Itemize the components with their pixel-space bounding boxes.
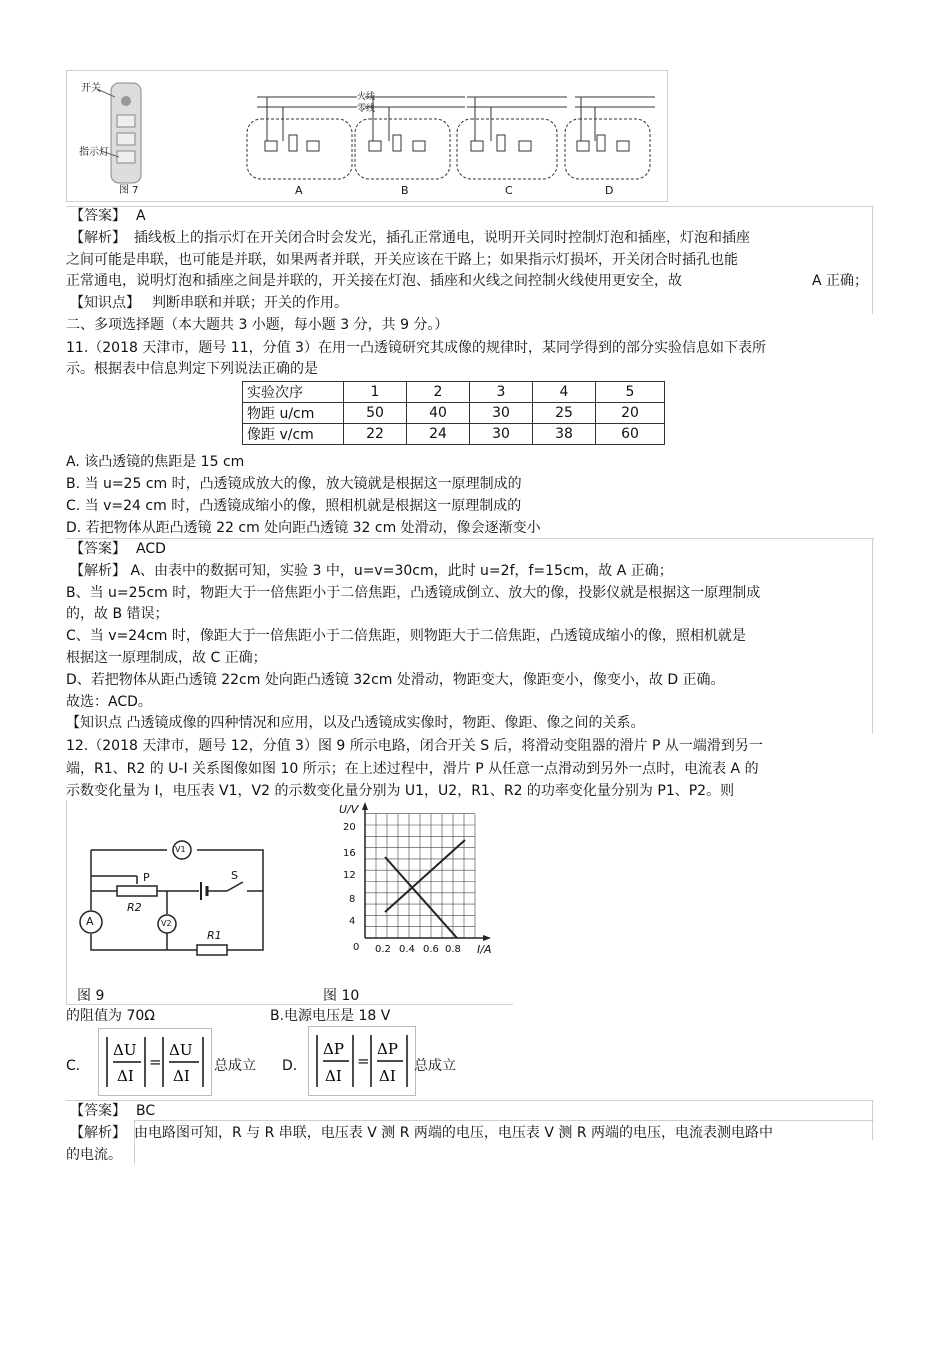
q12-answer: BC xyxy=(136,1103,156,1119)
figure-7-option-d: D xyxy=(605,184,614,197)
y-tick-16: 16 xyxy=(343,848,356,859)
table-cell: 4 xyxy=(533,382,596,403)
figure-9-10 xyxy=(66,800,513,1005)
svg-text:=: = xyxy=(149,1053,162,1071)
q12-stem-line-3: 示数变化量为 I，电压表 V1，V2 的示数变化量分别为 U1，U2，R1、R2 的功率变化量分别为 P1、P2。则 xyxy=(66,783,735,799)
graph-grid xyxy=(365,814,475,938)
table-cell: 20 xyxy=(596,403,665,424)
svg-text:ΔU: ΔU xyxy=(169,1041,193,1059)
table-cell: 50 xyxy=(344,403,407,424)
q10-top-rule xyxy=(66,206,874,207)
figure-7-neutral-a: 零线 xyxy=(357,104,376,114)
q11-option-c: C. 当 v=24 cm 时，凸透镜成缩小的像，照相机就是根据这一原理制成的 xyxy=(66,498,522,514)
q11-data-table xyxy=(242,381,665,445)
q11-answer: ACD xyxy=(136,541,166,557)
q12-option-c-tail: 总成立 xyxy=(214,1058,256,1074)
table-cell: 25 xyxy=(533,403,596,424)
formula-d-drawing xyxy=(309,1027,415,1095)
table-cell: 38 xyxy=(533,424,596,445)
table-cell: 3 xyxy=(470,382,533,403)
q12-analysis-rule xyxy=(134,1120,874,1121)
figure-7-option-c: C xyxy=(505,184,513,197)
figure-7 xyxy=(66,70,668,202)
y-arrow xyxy=(362,802,368,810)
q11-option-d: D. 若把物体从距凸透镜 22 cm 处向距凸透镜 32 cm 处滑动，像会逐渐变小 xyxy=(66,520,541,536)
table-cell: 60 xyxy=(596,424,665,445)
figure-7-caption: 图 7 xyxy=(119,185,139,196)
table-row xyxy=(243,424,665,445)
figure-7-indicator-label: 指示灯 xyxy=(79,147,109,158)
q12-stem-line-2: 端，R1、R2 的 U-I 关系图像如图 10 所示；在上述过程中，滑片 P 从任意一点滑动到另外一点时，电流表 A 的 xyxy=(66,761,759,777)
table-row xyxy=(243,382,665,403)
q12-option-d-label: D． xyxy=(282,1058,307,1074)
y-tick-4: 4 xyxy=(349,916,356,927)
q10-knowledge: 判断串联和并联；开关的作用。 xyxy=(152,295,348,311)
y-tick-0: 0 xyxy=(353,942,360,953)
q12-analysis-tag: 【解析】 xyxy=(70,1125,126,1141)
voltmeter-v1-label: V1 xyxy=(175,845,186,854)
q11-answer-tag: 【答案】 xyxy=(70,541,126,557)
q11-analysis-line-6: D、若把物体从距凸透镜 22cm 处向距凸透镜 32cm 处滑动，物距变大，像距变小，像变小，故 D 正确。 xyxy=(66,672,725,688)
table-cell: 24 xyxy=(407,424,470,445)
circuit-option-d xyxy=(565,97,655,179)
resistor-r2-label: R2 xyxy=(127,901,142,914)
y-tick-8: 8 xyxy=(349,894,356,905)
q11-stem-line-2: 示。根据表中信息判定下列说法正确的是 xyxy=(66,361,318,377)
table-cell: 2 xyxy=(407,382,470,403)
q10-analysis-line-2: 之间可能是串联，也可能是并联，如果两者并联，开关应该在干路上；如果指示灯损坏，开关闭合时插孔也能 xyxy=(66,252,738,268)
table-cell: 22 xyxy=(344,424,407,445)
table-cell: 30 xyxy=(470,424,533,445)
q10-answer-tag: 【答案】 xyxy=(70,208,126,224)
q12-stem-line-1: 12.（2018 天津市，题号 12，分值 3）图 9 所示电路，闭合开关 S 后，将滑动变阻器的滑片 P 从一端滑到另一 xyxy=(66,738,763,754)
table-row xyxy=(243,403,665,424)
q10-analysis-tag: 【解析】 xyxy=(70,230,126,246)
q12-answer-tag: 【答案】 xyxy=(70,1103,126,1119)
q11-analysis-line-7: 故选：ACD。 xyxy=(66,694,152,710)
figure-7-option-b: B xyxy=(401,184,409,197)
svg-text:=: = xyxy=(357,1052,370,1070)
section-2-heading: 二、多项选择题（本大题共 3 小题，每小题 3 分，共 9 分。） xyxy=(66,317,449,333)
q10-right-rule xyxy=(872,206,873,314)
q11-analysis-line-8: 【知识点 凸透镜成像的四种情况和应用，以及凸透镜成实像时，物距、像距、像之间的关系。 xyxy=(66,715,645,731)
formula-c-drawing xyxy=(99,1029,211,1095)
switch-s-label: S xyxy=(231,869,238,882)
x-tick-0-2: 0.2 xyxy=(375,944,391,955)
svg-text:ΔP: ΔP xyxy=(323,1040,344,1058)
circuit-option-a xyxy=(247,97,357,179)
q10-analysis-line-1: 插线板上的指示灯在开关闭合时会发光，插孔正常通电，说明开关同时控制灯泡和插座，灯泡和插座 xyxy=(134,230,750,246)
q12-option-b: B.电源电压是 18 V xyxy=(270,1008,391,1024)
figure-10-caption: 图 10 xyxy=(323,988,360,1004)
line-falling xyxy=(385,857,457,938)
q11-option-b: B. 当 u=25 cm 时，凸透镜成放大的像，放大镜就是根据这一原理制成的 xyxy=(66,476,522,492)
q11-analysis-line-3: 的，故 B 错误； xyxy=(66,606,169,622)
q12-option-c-label: C． xyxy=(66,1058,90,1074)
table-cell: 物距 u/cm xyxy=(243,403,344,424)
table-cell: 5 xyxy=(596,382,665,403)
svg-text:ΔI: ΔI xyxy=(117,1067,134,1085)
table-cell: 40 xyxy=(407,403,470,424)
q12-analysis-line-1: 由电路图可知，R 与 R 串联，电压表 V 测 R 两端的电压，电压表 V 测 R 两端的电压，电流表测电路中 xyxy=(134,1125,774,1141)
x-tick-0-6: 0.6 xyxy=(423,944,439,955)
figure-7-live-a: 火线 xyxy=(357,92,376,102)
table-cell: 1 xyxy=(344,382,407,403)
svg-text:ΔI: ΔI xyxy=(325,1067,342,1085)
svg-text:ΔP: ΔP xyxy=(377,1040,398,1058)
table-cell: 30 xyxy=(470,403,533,424)
q12-option-d-tail: 总成立 xyxy=(414,1058,456,1074)
q10-answer: A xyxy=(136,208,146,224)
option-c-formula xyxy=(98,1028,212,1096)
q11-right-rule xyxy=(872,538,873,734)
slider-p-label: P xyxy=(143,871,150,884)
ammeter-label: A xyxy=(86,915,94,928)
q11-analysis-line-5: 根据这一原理制成，故 C 正确； xyxy=(66,650,267,666)
svg-text:ΔI: ΔI xyxy=(379,1067,396,1085)
q11-analysis-line-4: C、当 v=24cm 时，像距大于一倍焦距小于二倍焦距，则物距大于二倍焦距，凸透镜成缩小的像，照相机就是 xyxy=(66,628,746,644)
figure-7-option-a: A xyxy=(295,184,303,197)
q11-analysis-line-2: B、当 u=25cm 时，物距大于一倍焦距小于二倍焦距，凸透镜成倒立、放大的像，投影仪就是根据这一原理制成 xyxy=(66,585,761,601)
y-tick-12: 12 xyxy=(343,870,356,881)
voltmeter-v2-label: V2 xyxy=(161,919,172,928)
graph-y-label: U/V xyxy=(339,803,359,816)
figure-7-switch-label: 开关 xyxy=(81,83,101,94)
table-cell: 实验次序 xyxy=(243,382,344,403)
q11-top-rule xyxy=(66,538,874,539)
resistor-r1-label: R1 xyxy=(207,929,222,942)
svg-text:ΔU: ΔU xyxy=(113,1041,137,1059)
q11-option-a: A. 该凸透镜的焦距是 15 cm xyxy=(66,454,245,470)
q12-top-rule xyxy=(66,1100,874,1101)
figure-9-caption: 图 9 xyxy=(77,988,105,1004)
q11-analysis-line-1: 【解析】 A、由表中的数据可知，实验 3 中，u=v=30cm，此时 u=2f，f=15cm，故 A 正确； xyxy=(70,563,673,579)
q11-stem-line-1: 11.（2018 天津市，题号 11，分值 3）在用一凸透镜研究其成像的规律时，某同学得到的部分实验信息如下表所 xyxy=(66,340,766,356)
ui-graph xyxy=(67,800,513,1004)
x-tick-0-4: 0.4 xyxy=(399,944,415,955)
x-tick-0-8: 0.8 xyxy=(445,944,461,955)
table-cell: 像距 v/cm xyxy=(243,424,344,445)
circuit-option-c xyxy=(457,97,567,179)
q10-knowledge-tag: 【知识点】 xyxy=(70,295,140,311)
q12-option-a: 的阻值为 70Ω xyxy=(66,1008,155,1024)
q12-analysis-line-2: 的电流。 xyxy=(66,1147,122,1163)
y-tick-20: 20 xyxy=(343,822,356,833)
q10-analysis-line-3: 正常通电，说明灯泡和插座之间是并联的，开关接在灯泡、插座和火线之间控制火线使用更安全，故 xyxy=(66,273,682,289)
graph-x-label: I/A xyxy=(477,943,492,956)
q10-analysis-line-4: A 正确； xyxy=(812,273,869,289)
svg-text:ΔI: ΔI xyxy=(173,1067,190,1085)
option-d-formula xyxy=(308,1026,416,1096)
